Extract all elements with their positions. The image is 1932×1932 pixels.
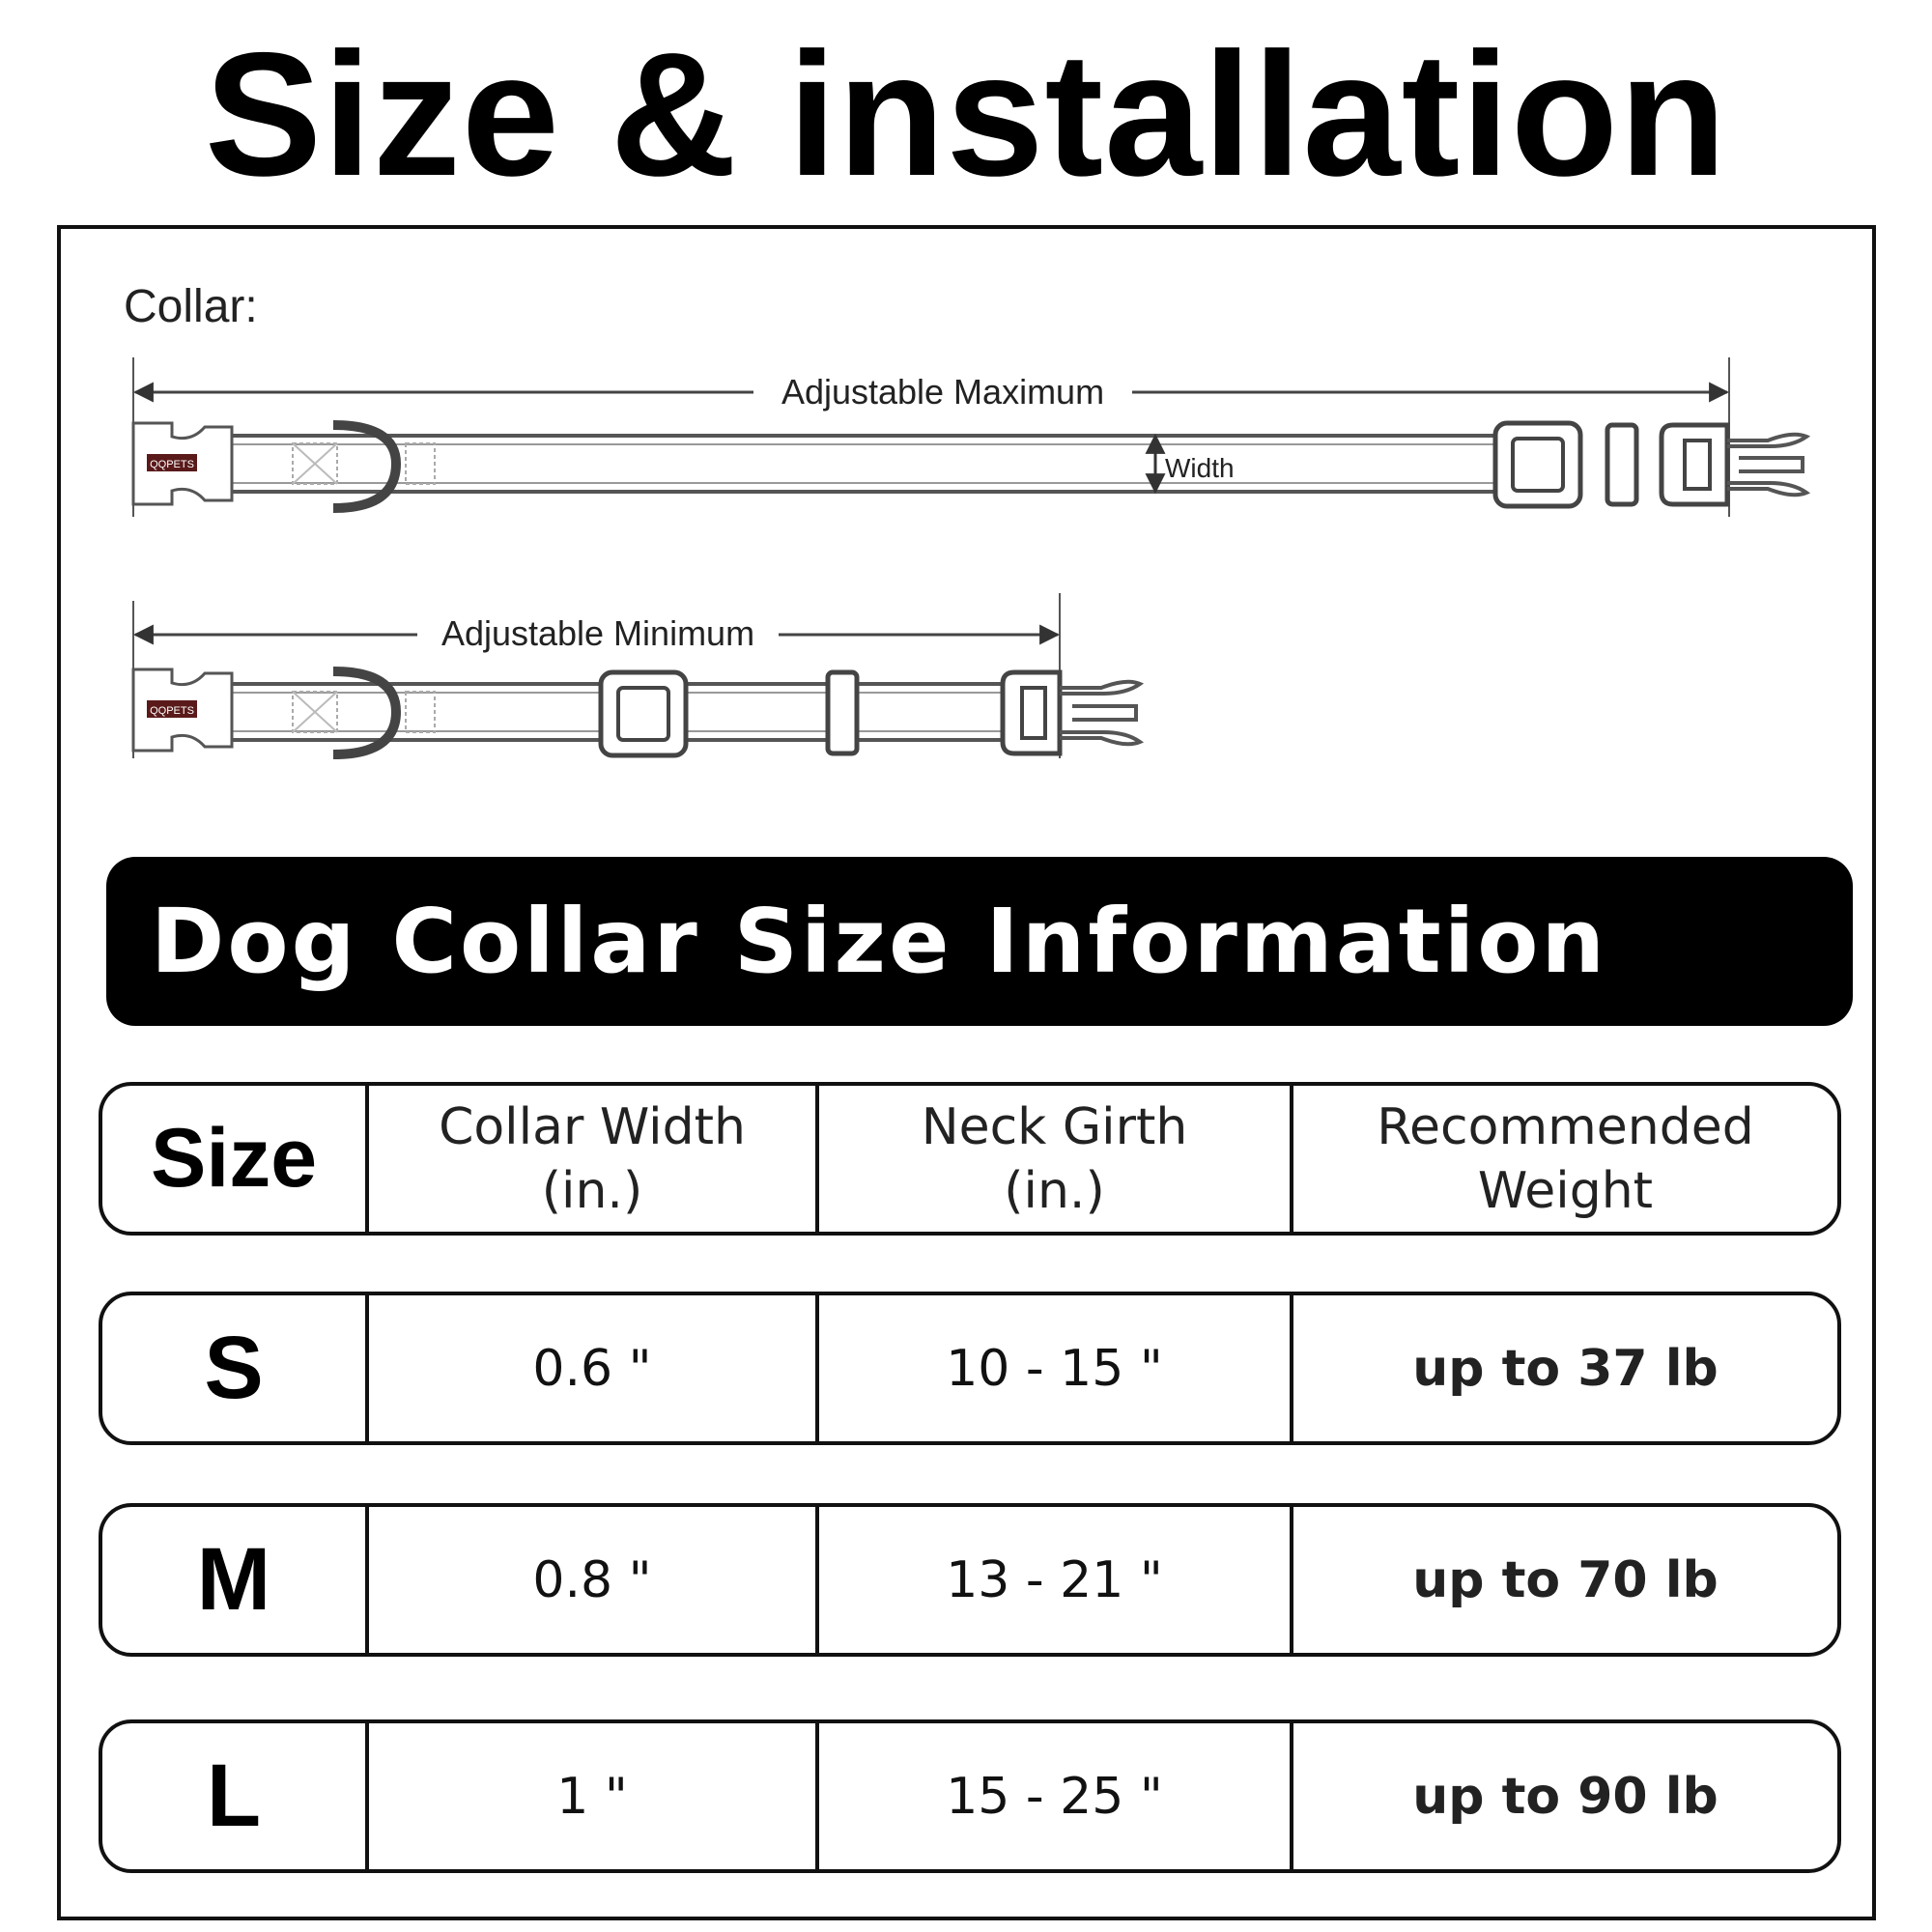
header-neck-girth: Neck Girth (in.)	[921, 1097, 1188, 1220]
collar-width-cell: 1 "	[556, 1767, 628, 1826]
neck-girth-cell: 13 - 21 "	[946, 1550, 1163, 1609]
weight-cell: up to 90 lb	[1412, 1767, 1719, 1826]
collar-max	[133, 357, 1806, 517]
adjustable-minimum-label: Adjustable Minimum	[440, 613, 755, 653]
neck-girth-cell: 10 - 15 "	[946, 1339, 1163, 1398]
banner-title: Dog Collar Size Information	[151, 890, 1607, 993]
collar-label: Collar:	[124, 281, 258, 332]
header-collar-width: Collar Width (in.)	[439, 1097, 746, 1220]
dimension-max	[135, 372, 1727, 412]
size-cell: L	[206, 1747, 262, 1845]
collar-width-cell: 0.6 "	[532, 1339, 652, 1398]
adjustable-maximum-label: Adjustable Maximum	[781, 372, 1105, 412]
collar-min	[133, 593, 1140, 758]
weight-cell: up to 37 lb	[1412, 1339, 1719, 1398]
size-cell: S	[204, 1319, 264, 1417]
size-cell: M	[196, 1530, 271, 1629]
brand-tag: QQPETS	[150, 705, 194, 717]
table-header-row	[99, 1082, 1841, 1236]
table-row	[99, 1503, 1841, 1657]
collar-width-cell: 0.8 "	[532, 1550, 652, 1609]
header-size: Size	[150, 1112, 318, 1205]
header-recommended-weight: Recommended Weight	[1377, 1097, 1754, 1220]
size-info-banner	[106, 857, 1853, 1026]
dimension-min	[135, 613, 1058, 653]
table-row	[99, 1292, 1841, 1445]
table-row	[99, 1719, 1841, 1873]
width-label: Width	[1165, 453, 1235, 483]
neck-girth-cell: 15 - 25 "	[946, 1767, 1163, 1826]
brand-tag: QQPETS	[150, 459, 194, 470]
page-title: Size & installation	[204, 15, 1728, 213]
weight-cell: up to 70 lb	[1412, 1550, 1719, 1609]
